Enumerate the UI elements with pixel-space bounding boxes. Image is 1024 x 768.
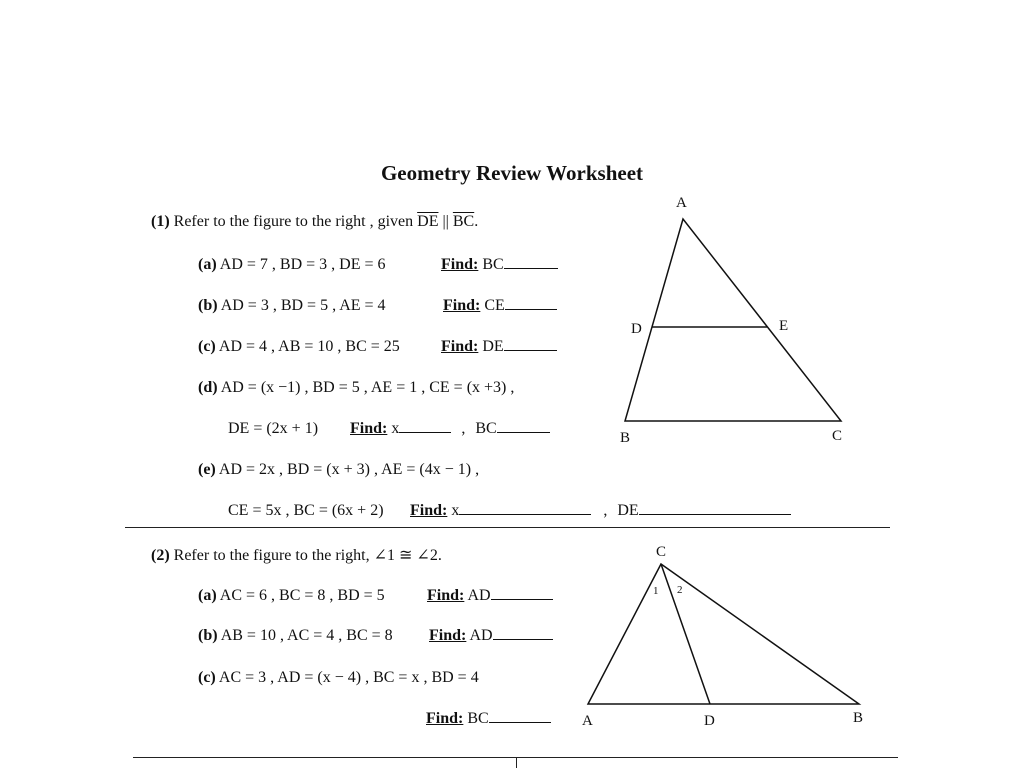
bisector-cd: [661, 564, 710, 704]
q1b-label: (b): [198, 297, 218, 314]
find-label: Find:: [350, 420, 388, 437]
q1e-separator: ,: [603, 502, 608, 519]
q2a-given: AC = 6 , BC = 8 , BD = 5: [219, 587, 385, 604]
q1e-given: AD = 2x , BD = (x + 3) , AE = (4x − 1) ,: [218, 461, 480, 478]
q1d-target-bc: BC: [475, 420, 497, 437]
q2b-given: AB = 10 , AC = 4 , BC = 8: [220, 627, 393, 644]
q2-number: (2): [151, 547, 170, 564]
page-title: Geometry Review Worksheet: [380, 161, 644, 185]
q2c-target: BC: [467, 710, 489, 727]
q1e-target-de: DE: [617, 502, 639, 519]
vertex-label-a: A: [582, 713, 593, 729]
q1e-label: (e): [198, 461, 216, 478]
q2c-label: (c): [198, 669, 216, 686]
find-label: Find:: [443, 297, 481, 314]
q1a-label: (a): [198, 256, 217, 273]
q2c-given: AC = 3 , AD = (x − 4) , BC = x , BD = 4: [218, 669, 479, 686]
q2a-target: AD: [467, 587, 491, 604]
q1d-target-x: x: [391, 420, 400, 437]
q1d-label: (d): [198, 379, 218, 396]
q1d-separator: ,: [461, 420, 466, 437]
q1d-given: AD = (x −1) , BD = 5 , AE = 1 , CE = (x +3) ,: [220, 379, 515, 396]
q2-intro: Refer to the figure to the right, ∠1 ≅ ∠2.: [173, 547, 442, 564]
q1b-target: CE: [484, 297, 505, 314]
q1c-target: DE: [482, 338, 504, 355]
angle-label-2: 2: [677, 584, 683, 596]
bottom-tick: [516, 758, 517, 768]
q1a-given: AD = 7 , BD = 3 , DE = 6: [219, 256, 386, 273]
find-label: Find:: [429, 627, 467, 644]
q1-period: .: [474, 213, 479, 230]
q1-segment-de: $\overline{DE}$: [417, 213, 439, 230]
q1b-given: AD = 3 , BD = 5 , AE = 4: [220, 297, 386, 314]
find-label: Find:: [426, 710, 464, 727]
vertex-label-d: D: [631, 321, 642, 337]
q2a-label: (a): [198, 587, 217, 604]
q2b-target: AD: [469, 627, 493, 644]
q1a-target: BC: [482, 256, 504, 273]
q1d-given2: DE = (2x + 1): [228, 420, 319, 437]
q1e-target-x: x: [451, 502, 460, 519]
q1c-label: (c): [198, 338, 216, 355]
vertex-label-e: E: [779, 318, 789, 334]
vertex-label-d: D: [704, 713, 715, 729]
find-label: Find:: [441, 338, 479, 355]
q1-intro: Refer to the figure to the right , given: [173, 213, 414, 230]
vertex-label-c: C: [656, 544, 667, 560]
q1c-given: AD = 4 , AB = 10 , BC = 25: [218, 338, 400, 355]
q1-segment-bc: $\overline{BC}$: [452, 213, 475, 230]
q1-number: (1): [151, 213, 170, 230]
triangle-abc: [588, 564, 859, 704]
vertex-label-a: A: [676, 195, 687, 211]
find-label: Find:: [427, 587, 465, 604]
find-label: Find:: [441, 256, 479, 273]
find-label: Find:: [410, 502, 448, 519]
q1e-given2: CE = 5x , BC = (6x + 2): [228, 502, 384, 519]
q2b-label: (b): [198, 627, 218, 644]
vertex-label-c: C: [832, 428, 843, 444]
vertex-label-b: B: [853, 710, 864, 726]
vertex-label-b: B: [620, 430, 631, 446]
angle-label-1: 1: [653, 585, 659, 597]
q1-parallel-symbol: ||: [442, 213, 449, 230]
